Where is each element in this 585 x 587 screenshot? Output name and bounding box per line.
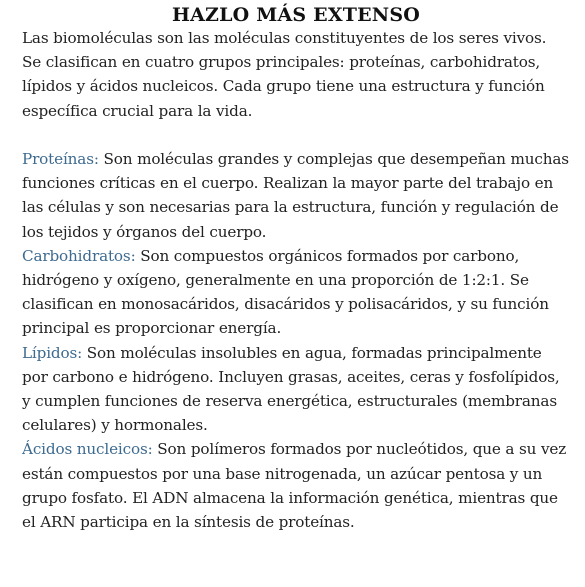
section-lipidos xyxy=(22,341,570,438)
paragraph-spacer xyxy=(22,123,570,147)
section-text: Son moléculas insolubles en agua, formadas principalmente por carbono e hidrógeno. Incluyen grasas, aceites, ceras y fosfolípidos, y cumplen funciones de reserva energética, estructurales (membranas celulares) y hormonales. xyxy=(22,343,560,435)
section-term: Ácidos nucleicos: xyxy=(22,440,153,459)
document-title: HAZLO MÁS EXTENSO xyxy=(171,4,421,26)
section-text: Son moléculas grandes y complejas que desempeñan muchas funciones críticas en el cuerpo. Realizan la mayor parte del trabajo en las células y son necesarias para la estructura, función y regulación de los tejidos y órganos del cuerpo. xyxy=(22,150,569,241)
section-text: Son compuestos orgánicos formados por carbono, hidrógeno y oxígeno, generalmente en una proporción de 1:2:1. Se clasifican en monosacáridos, disacáridos y polisacáridos, y su función principal es proporcionar energía. xyxy=(22,246,549,338)
section-proteinas xyxy=(22,147,570,244)
section-term: Lípidos: xyxy=(22,343,83,362)
section-term: Carbohidratos: xyxy=(22,246,136,265)
section-term: Proteínas: xyxy=(22,150,99,168)
section-acidos-nucleicos xyxy=(22,437,570,534)
section-carbohidratos xyxy=(22,244,570,341)
document xyxy=(22,4,570,534)
section-text: Son polímeros formados por nucleótidos, que a su vez están compuestos por una base nitrogenada, un azúcar pentosa y un grupo fosfato. El ADN almacena la información genética, mientras que el ARN participa en la síntesis de proteínas. xyxy=(22,440,567,532)
intro-paragraph: Las biomoléculas son las moléculas constituyentes de los seres vivos. Se clasifican en cuatro grupos principales: proteínas, carbohidratos, lípidos y ácidos nucleicos. Cada grupo tiene una estructura y función específica crucial para la vida. xyxy=(22,29,547,120)
